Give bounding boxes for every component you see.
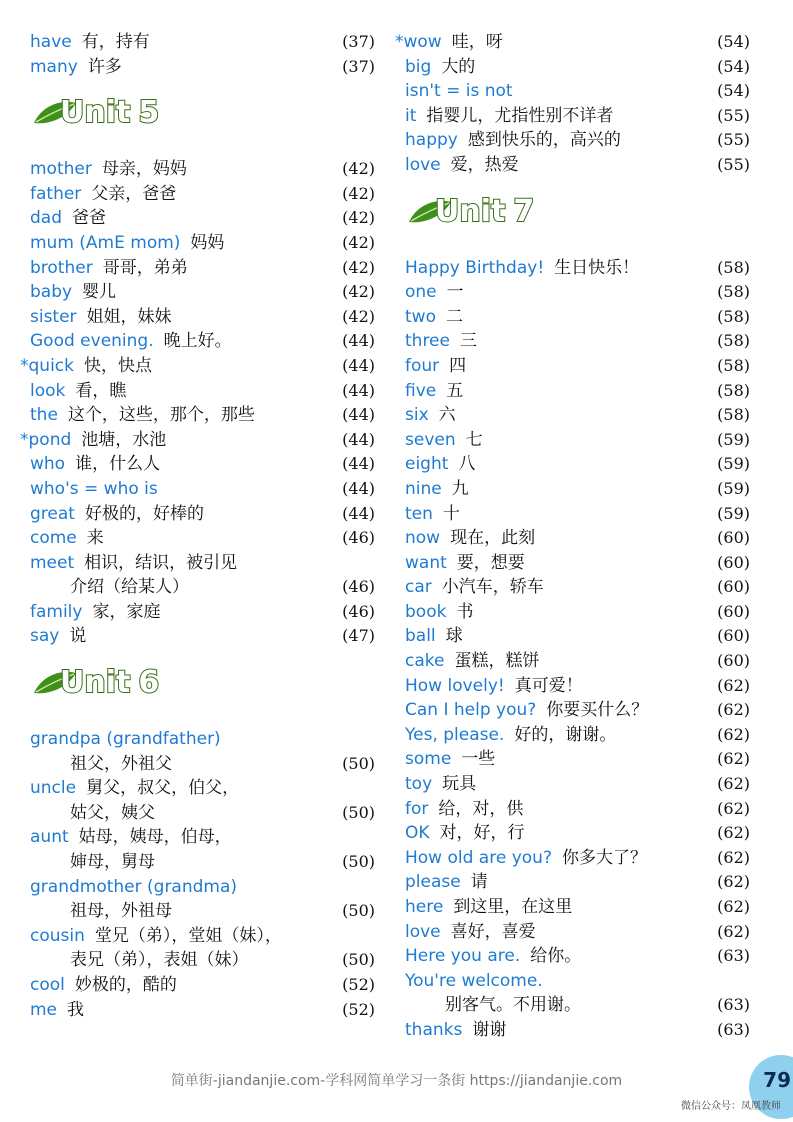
chinese-meaning: 池塘，水池: [81, 429, 167, 450]
vocab-continuation: [395, 993, 750, 1018]
chinese-meaning: 现在，此刻: [450, 528, 536, 549]
page-reference: (59): [717, 503, 750, 523]
english-word: brother: [30, 257, 93, 278]
page-reference: (59): [717, 429, 750, 449]
english-word: one: [405, 282, 437, 303]
english-word: me: [30, 999, 58, 1020]
page-reference: (46): [342, 528, 375, 548]
chinese-meaning: 堂兄（弟），堂姐（妹），: [94, 925, 282, 946]
unit-heading: [20, 661, 375, 719]
english-word: who: [30, 454, 66, 475]
english-word: want: [405, 552, 447, 573]
vocab-row: [395, 1018, 750, 1043]
page-reference: (63): [717, 1019, 750, 1039]
chinese-meaning: 你多大了？: [561, 847, 647, 868]
page-reference: (58): [717, 405, 750, 425]
vocab-row: [395, 256, 750, 281]
chinese-meaning: 球: [445, 626, 463, 647]
vocab-continuation: [20, 899, 375, 924]
english-word: car: [405, 577, 432, 598]
unit-label: Unit: [60, 95, 131, 131]
page-reference: (44): [342, 503, 375, 523]
vocab-row: [20, 428, 375, 453]
chinese-meaning: 九: [451, 478, 469, 499]
chinese-meaning: 我: [67, 999, 85, 1020]
vocab-row: [395, 502, 750, 527]
english-word: cousin: [30, 925, 85, 946]
unit-title: [60, 665, 159, 700]
chinese-meaning: 许多: [87, 56, 122, 77]
page-reference: (59): [717, 478, 750, 498]
english-word: aunt: [30, 827, 69, 848]
chinese-meaning: 要，想要: [456, 552, 525, 573]
page-reference: (58): [717, 380, 750, 400]
vocab-row: [20, 600, 375, 625]
english-word: grandpa (grandfather): [30, 729, 221, 750]
vocab-row: [20, 403, 375, 428]
vocab-row: [20, 452, 375, 477]
chinese-meaning: 谢谢: [472, 1019, 507, 1040]
chinese-meaning: 介绍（给某人）: [70, 577, 189, 598]
page-reference: (55): [717, 154, 750, 174]
chinese-meaning: 指婴儿，尤指性别不详者: [426, 105, 614, 126]
chinese-meaning: 爱，热爱: [450, 154, 519, 175]
unit-label: Unit: [435, 193, 506, 229]
unit-title: [435, 194, 534, 229]
page-reference: (63): [717, 946, 750, 966]
chinese-meaning: 祖母，外祖母: [70, 901, 172, 922]
page-reference: (42): [342, 232, 375, 252]
chinese-meaning: 别客气。不用谢。: [445, 995, 581, 1016]
vocab-row: [395, 305, 750, 330]
vocab-row: [20, 182, 375, 207]
english-word: have: [30, 32, 72, 52]
vocab-row: [20, 280, 375, 305]
english-word: now: [405, 528, 441, 549]
english-word: the: [30, 405, 58, 426]
page-reference: (44): [342, 478, 375, 498]
page-reference: (44): [342, 454, 375, 474]
chinese-meaning: 喜好，喜爱: [450, 921, 536, 942]
vocab-row: [395, 104, 750, 129]
chinese-meaning: 小汽车，轿车: [441, 577, 544, 598]
page-reference: (59): [717, 454, 750, 474]
chinese-meaning: 三: [459, 331, 477, 352]
page-reference: (62): [717, 749, 750, 769]
page-reference: (55): [717, 130, 750, 150]
english-word: some: [405, 749, 452, 770]
page-reference: (60): [717, 626, 750, 646]
page-reference: (62): [717, 847, 750, 867]
unit-title: [60, 95, 159, 130]
english-word: nine: [405, 478, 442, 499]
english-word: great: [30, 503, 75, 524]
english-word: Happy Birthday!: [405, 257, 545, 278]
optional-marker: *: [20, 355, 29, 376]
english-word: meet: [30, 552, 75, 573]
chinese-meaning: 姑母，姨母，伯母，: [78, 827, 232, 848]
page-reference: (62): [717, 675, 750, 695]
page-reference: (44): [342, 355, 375, 375]
english-word: toy: [405, 774, 433, 795]
chinese-meaning: 一些: [461, 749, 496, 770]
chinese-meaning: 妈妈: [190, 232, 225, 253]
page-reference: (58): [717, 306, 750, 326]
english-word: baby: [30, 282, 73, 303]
page-reference: (58): [717, 257, 750, 277]
english-word: three: [405, 331, 450, 352]
optional-marker: *: [395, 32, 404, 52]
vocab-row: [395, 30, 750, 55]
english-word: book: [405, 601, 447, 622]
english-word: wow: [403, 32, 442, 52]
english-word: two: [405, 306, 436, 327]
english-word: Good evening.: [30, 331, 154, 352]
page-reference: (54): [717, 32, 750, 51]
english-word: Here you are.: [405, 946, 521, 967]
chinese-meaning: 二: [445, 306, 463, 327]
vocab-continuation: [20, 801, 375, 826]
page-reference: (54): [717, 81, 750, 101]
page-reference: (44): [342, 405, 375, 425]
chinese-meaning: 到这里，在这里: [453, 897, 573, 917]
english-word: mum (AmE mom): [30, 232, 181, 253]
vocab-row: [395, 870, 750, 895]
chinese-meaning: 给你。: [530, 946, 582, 967]
vocab-row: [395, 551, 750, 576]
page-reference: (46): [342, 601, 375, 621]
english-word: quick: [28, 355, 74, 376]
vocab-continuation: [20, 752, 375, 777]
vocab-row: [20, 256, 375, 281]
page-reference: (55): [717, 105, 750, 125]
vocab-row: [20, 379, 375, 404]
vocab-row: [395, 329, 750, 354]
vocab-row: [20, 924, 375, 949]
chinese-meaning: 真可爱！: [514, 675, 583, 696]
page-reference: (62): [717, 872, 750, 892]
vocab-row: [395, 821, 750, 846]
page-reference: (50): [342, 852, 375, 872]
vocab-row: [395, 747, 750, 772]
vocab-row: [395, 944, 750, 969]
chinese-meaning: 看，瞧: [75, 380, 127, 401]
english-word: it: [405, 105, 417, 126]
english-word: eight: [405, 454, 449, 475]
vocab-row: [20, 305, 375, 330]
page-reference: (58): [717, 282, 750, 302]
page-reference: (47): [342, 626, 375, 646]
english-word: Yes, please.: [405, 724, 505, 745]
vocab-row: [395, 649, 750, 674]
vocab-row: [20, 998, 375, 1023]
vocab-row: [20, 231, 375, 256]
page-reference: (46): [342, 577, 375, 597]
vocab-row: [20, 526, 375, 551]
english-word: come: [30, 528, 77, 549]
english-word: thanks: [405, 1019, 463, 1040]
unit-number: 7: [513, 193, 535, 229]
watermark-footer: 简单街-jiandanjie.com-学科网简单学习一条街 https://jiandanjie.com: [170, 1073, 623, 1089]
page-reference: (58): [717, 355, 750, 375]
chinese-meaning: 相识，结识，被引见: [84, 552, 238, 573]
chinese-meaning: 对，好，行: [439, 823, 525, 844]
vocab-row: [20, 354, 375, 379]
page-reference: (62): [717, 823, 750, 843]
chinese-meaning: 蛋糕，糕饼: [454, 651, 540, 672]
chinese-meaning: 家，家庭: [92, 601, 161, 622]
chinese-meaning: 六: [438, 405, 456, 426]
page-reference: (62): [717, 897, 750, 916]
english-word: OK: [405, 823, 430, 844]
left-column: [20, 30, 375, 1022]
page-reference: (42): [342, 257, 375, 277]
wechat-caption: 微信公众号：凤凰教师: [681, 1101, 781, 1112]
english-word: five: [405, 380, 437, 401]
page-reference: (62): [717, 774, 750, 794]
vocab-row: [395, 354, 750, 379]
page-reference: (63): [717, 995, 750, 1015]
vocab-row: [395, 379, 750, 404]
unit-label: Unit: [60, 665, 131, 701]
right-column: [395, 30, 750, 1043]
vocab-row: [20, 55, 375, 80]
english-word: many: [30, 56, 78, 77]
vocab-row: [20, 329, 375, 354]
page-reference: (52): [342, 999, 375, 1019]
chinese-meaning: 请: [470, 872, 488, 893]
vocab-row: [395, 153, 750, 178]
chinese-meaning: 这个，这些，那个，那些: [67, 405, 255, 426]
english-word: four: [405, 355, 440, 376]
chinese-meaning: 哥哥，弟弟: [102, 257, 188, 278]
page-reference: (50): [342, 802, 375, 822]
english-word: who's = who is: [30, 478, 158, 499]
page-reference: (62): [717, 700, 750, 720]
page-reference: (42): [342, 183, 375, 203]
english-word: six: [405, 405, 429, 426]
chinese-meaning: 有，持有: [81, 32, 150, 52]
vocab-row: [20, 776, 375, 801]
page-reference: (62): [717, 798, 750, 818]
chinese-meaning: 七: [465, 429, 483, 450]
vocab-row: [395, 723, 750, 748]
english-word: big: [405, 56, 432, 77]
vocab-row: [395, 920, 750, 945]
english-word: grandmother (grandma): [30, 876, 238, 897]
vocab-row: [395, 477, 750, 502]
chinese-meaning: 一: [446, 282, 464, 303]
chinese-meaning: 十: [442, 503, 460, 524]
chinese-meaning: 给，对，供: [438, 798, 524, 819]
english-word: love: [405, 921, 441, 942]
vocab-row: [20, 825, 375, 850]
chinese-meaning: 谁，什么人: [75, 454, 161, 475]
vocab-row: [395, 772, 750, 797]
english-word: dad: [30, 208, 62, 229]
english-word: family: [30, 601, 83, 622]
chinese-meaning: 婴儿: [82, 282, 117, 303]
page-reference: (60): [717, 651, 750, 671]
vocab-row: [395, 575, 750, 600]
vocab-row: [395, 674, 750, 699]
vocab-continuation: [20, 948, 375, 973]
english-word: isn't = is not: [405, 81, 513, 102]
chinese-meaning: 好极的，好棒的: [84, 503, 204, 524]
vocab-row: [20, 624, 375, 649]
vocab-row: [395, 55, 750, 80]
vocab-row: [395, 600, 750, 625]
chinese-meaning: 婶母，舅母: [70, 852, 155, 873]
english-word: pond: [28, 429, 72, 450]
chinese-meaning: 书: [456, 601, 474, 622]
chinese-meaning: 快，快点: [83, 355, 152, 376]
vocab-continuation: [20, 850, 375, 875]
vocab-row: [20, 973, 375, 998]
chinese-meaning: 姑父，姨父: [70, 802, 155, 823]
english-word: please: [405, 872, 461, 893]
english-word: here: [405, 897, 444, 917]
page-reference: (42): [342, 159, 375, 179]
page-reference: (58): [717, 331, 750, 351]
page-reference: (54): [717, 56, 750, 76]
unit-number: 5: [138, 95, 160, 131]
page-reference: (60): [717, 528, 750, 548]
page-reference: (52): [342, 975, 375, 994]
english-word: look: [30, 380, 66, 401]
english-word: seven: [405, 429, 456, 450]
vocab-continuation: [20, 575, 375, 600]
chinese-meaning: 祖父，外祖父: [70, 753, 172, 774]
page-reference: (42): [342, 208, 375, 228]
unit-number: 6: [138, 665, 160, 701]
english-word: ten: [405, 503, 433, 524]
chinese-meaning: 妙极的，酷的: [74, 975, 177, 995]
page-reference: (37): [342, 32, 375, 51]
chinese-meaning: 爸爸: [72, 208, 106, 229]
chinese-meaning: 四: [449, 355, 467, 376]
page-reference: (42): [342, 282, 375, 302]
chinese-meaning: 母亲，妈妈: [101, 159, 187, 180]
page-reference: (44): [342, 380, 375, 400]
vocab-row: [20, 551, 375, 576]
vocab-row: [395, 895, 750, 920]
vocab-row: [395, 428, 750, 453]
page-reference: (62): [717, 921, 750, 941]
english-word: father: [30, 183, 82, 204]
page-reference: (37): [342, 56, 375, 76]
english-word: for: [405, 798, 429, 819]
vocab-row: [395, 452, 750, 477]
chinese-meaning: 父亲，爸爸: [91, 183, 177, 204]
vocab-row: [395, 526, 750, 551]
chinese-meaning: 大的: [441, 56, 476, 77]
chinese-meaning: 表兄（弟），表姐（妹）: [70, 950, 249, 971]
english-word: How lovely!: [405, 675, 505, 696]
chinese-meaning: 好的，谢谢。: [514, 724, 617, 745]
page-reference: (44): [342, 331, 375, 351]
vocab-row: [20, 206, 375, 231]
english-word: love: [405, 154, 441, 175]
english-word: cool: [30, 975, 65, 995]
english-word: cake: [405, 651, 445, 672]
english-word: mother: [30, 159, 92, 180]
page-reference: (42): [342, 306, 375, 326]
chinese-meaning: 姐姐，妹妹: [86, 306, 172, 327]
unit-heading: [20, 91, 375, 149]
vocab-row: [395, 797, 750, 822]
english-word: sister: [30, 306, 77, 327]
chinese-meaning: 来: [86, 528, 104, 549]
chinese-meaning: 八: [458, 454, 476, 475]
vocab-row: [395, 846, 750, 871]
english-word: How old are you?: [405, 847, 552, 868]
page-reference: (60): [717, 577, 750, 597]
vocab-row: [395, 79, 750, 104]
chinese-meaning: 说: [69, 626, 87, 647]
page-reference: (50): [342, 753, 375, 773]
chinese-meaning: 生日快乐！: [554, 257, 640, 278]
chinese-meaning: 哇，呀: [451, 32, 503, 52]
vocab-row: [395, 280, 750, 305]
vocab-row: [20, 30, 375, 55]
english-word: You're welcome.: [405, 970, 543, 991]
english-word: uncle: [30, 778, 77, 799]
chinese-meaning: 玩具: [442, 774, 477, 795]
vocab-row: [20, 157, 375, 182]
english-word: Can I help you?: [405, 700, 537, 721]
chinese-meaning: 五: [446, 380, 464, 401]
page-reference: (62): [717, 724, 750, 744]
english-word: say: [30, 626, 60, 647]
optional-marker: *: [20, 429, 29, 450]
page-reference: (60): [717, 552, 750, 572]
vocab-row: [20, 502, 375, 527]
page-reference: (60): [717, 601, 750, 621]
unit-heading: [395, 190, 750, 248]
vocab-row: [395, 403, 750, 428]
chinese-meaning: 感到快乐的，高兴的: [467, 130, 621, 151]
page-reference: (50): [342, 901, 375, 921]
vocab-row: [395, 698, 750, 723]
english-word: happy: [405, 130, 458, 151]
vocab-row: [20, 875, 375, 900]
vocab-row: [395, 969, 750, 994]
page-reference: (50): [342, 950, 375, 970]
chinese-meaning: 舅父，叔父，伯父，: [86, 778, 240, 799]
chinese-meaning: 你要买什么？: [546, 700, 649, 721]
vocab-row: [20, 727, 375, 752]
vocab-row: [395, 128, 750, 153]
chinese-meaning: 晚上好。: [163, 331, 232, 352]
page-number: 79: [763, 1068, 791, 1092]
english-word: ball: [405, 626, 436, 647]
vocab-row: [20, 477, 375, 502]
page-reference: (44): [342, 429, 375, 449]
vocab-row: [395, 624, 750, 649]
